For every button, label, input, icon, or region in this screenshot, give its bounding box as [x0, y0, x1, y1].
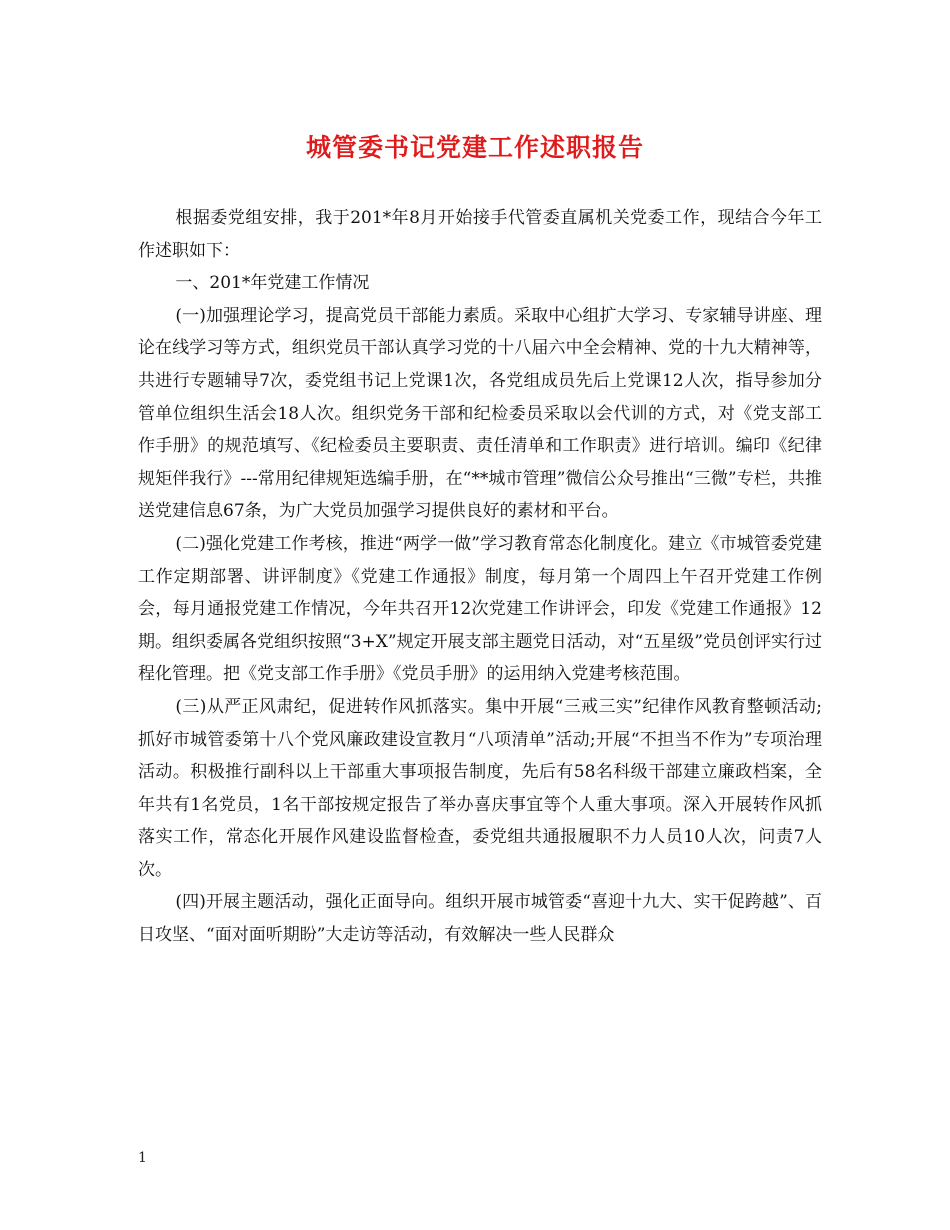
section-heading-1: 一、201*年党建工作情况	[175, 273, 370, 294]
document-title: 城管委书记党建工作述职报告	[305, 133, 644, 162]
paragraph-theory-study: (一)加强理论学习，提高党员干部能力素质。采取中心组扩大学习、专家辅导讲座、理论在线学习等方式，组织党员干部认真学习党的十八届六中全会精神、党的十九大精神等，共进行专题辅导7次，委党组书记上党课1次，各党组成员先后上党课12人次，指导参加分管单位组织生活会18人次。组织党务干部和纪检委员采取以会代训的方式，对《党支部工作手册》的规范填写、《纪检委员主要职责、责任清单和工作职责》进行培训。编印《纪律规矩伴我行》---常用纪律规矩选编手册，在“**城市管理”微信公众号推出“三微”专栏，共推送党建信息67条，为广大党员加强学习提供良好的素材和平台。	[138, 305, 822, 522]
paragraph-assessment: (二)强化党建工作考核，推进“两学一做”学习教育常态化制度化。建立《市城管委党建工作定期部署、讲评制度》《党建工作通报》制度，每月第一个周四上午召开党建工作例会，每月通报党建工作情况，今年共召开12次党建工作讲评会，印发《党建工作通报》12期。组织委属各党组织按照“3+X”规定开展支部主题党日活动，对“五星级”党员创评实行过程化管理。把《党支部工作手册》《党员手册》的运用纳入党建考核范围。	[138, 533, 822, 685]
document-body	[138, 202, 822, 952]
page-number: 1	[138, 1150, 147, 1166]
intro-paragraph: 根据委党组安排，我于201*年8月开始接手代管委直属机关党委工作，现结合今年工作述职如下：	[138, 208, 822, 261]
paragraph-activities: (四)开展主题活动，强化正面导向。组织开展市城管委“喜迎十九大、实干促跨越”、百日攻坚、“面对面听期盼”大走访等活动，有效解决一些人民群众	[138, 892, 822, 946]
paragraph-discipline: (三)从严正风肃纪，促进转作风抓落实。集中开展“三戒三实”纪律作风教育整顿活动;抓好市城管委第十八个党风廉政建设宣教月“八项清单”活动;开展“不担当不作为”专项治理活动。积极推行副科以上干部重大事项报告制度，先后有58名科级干部建立廉政档案，全年共有1名党员，1名干部按规定报告了举办喜庆事宜等个人重大事项。深入开展转作风抓落实工作，常态化开展作风建设监督检查，委党组共通报履职不力人员10人次，问责7人次。	[138, 696, 822, 880]
